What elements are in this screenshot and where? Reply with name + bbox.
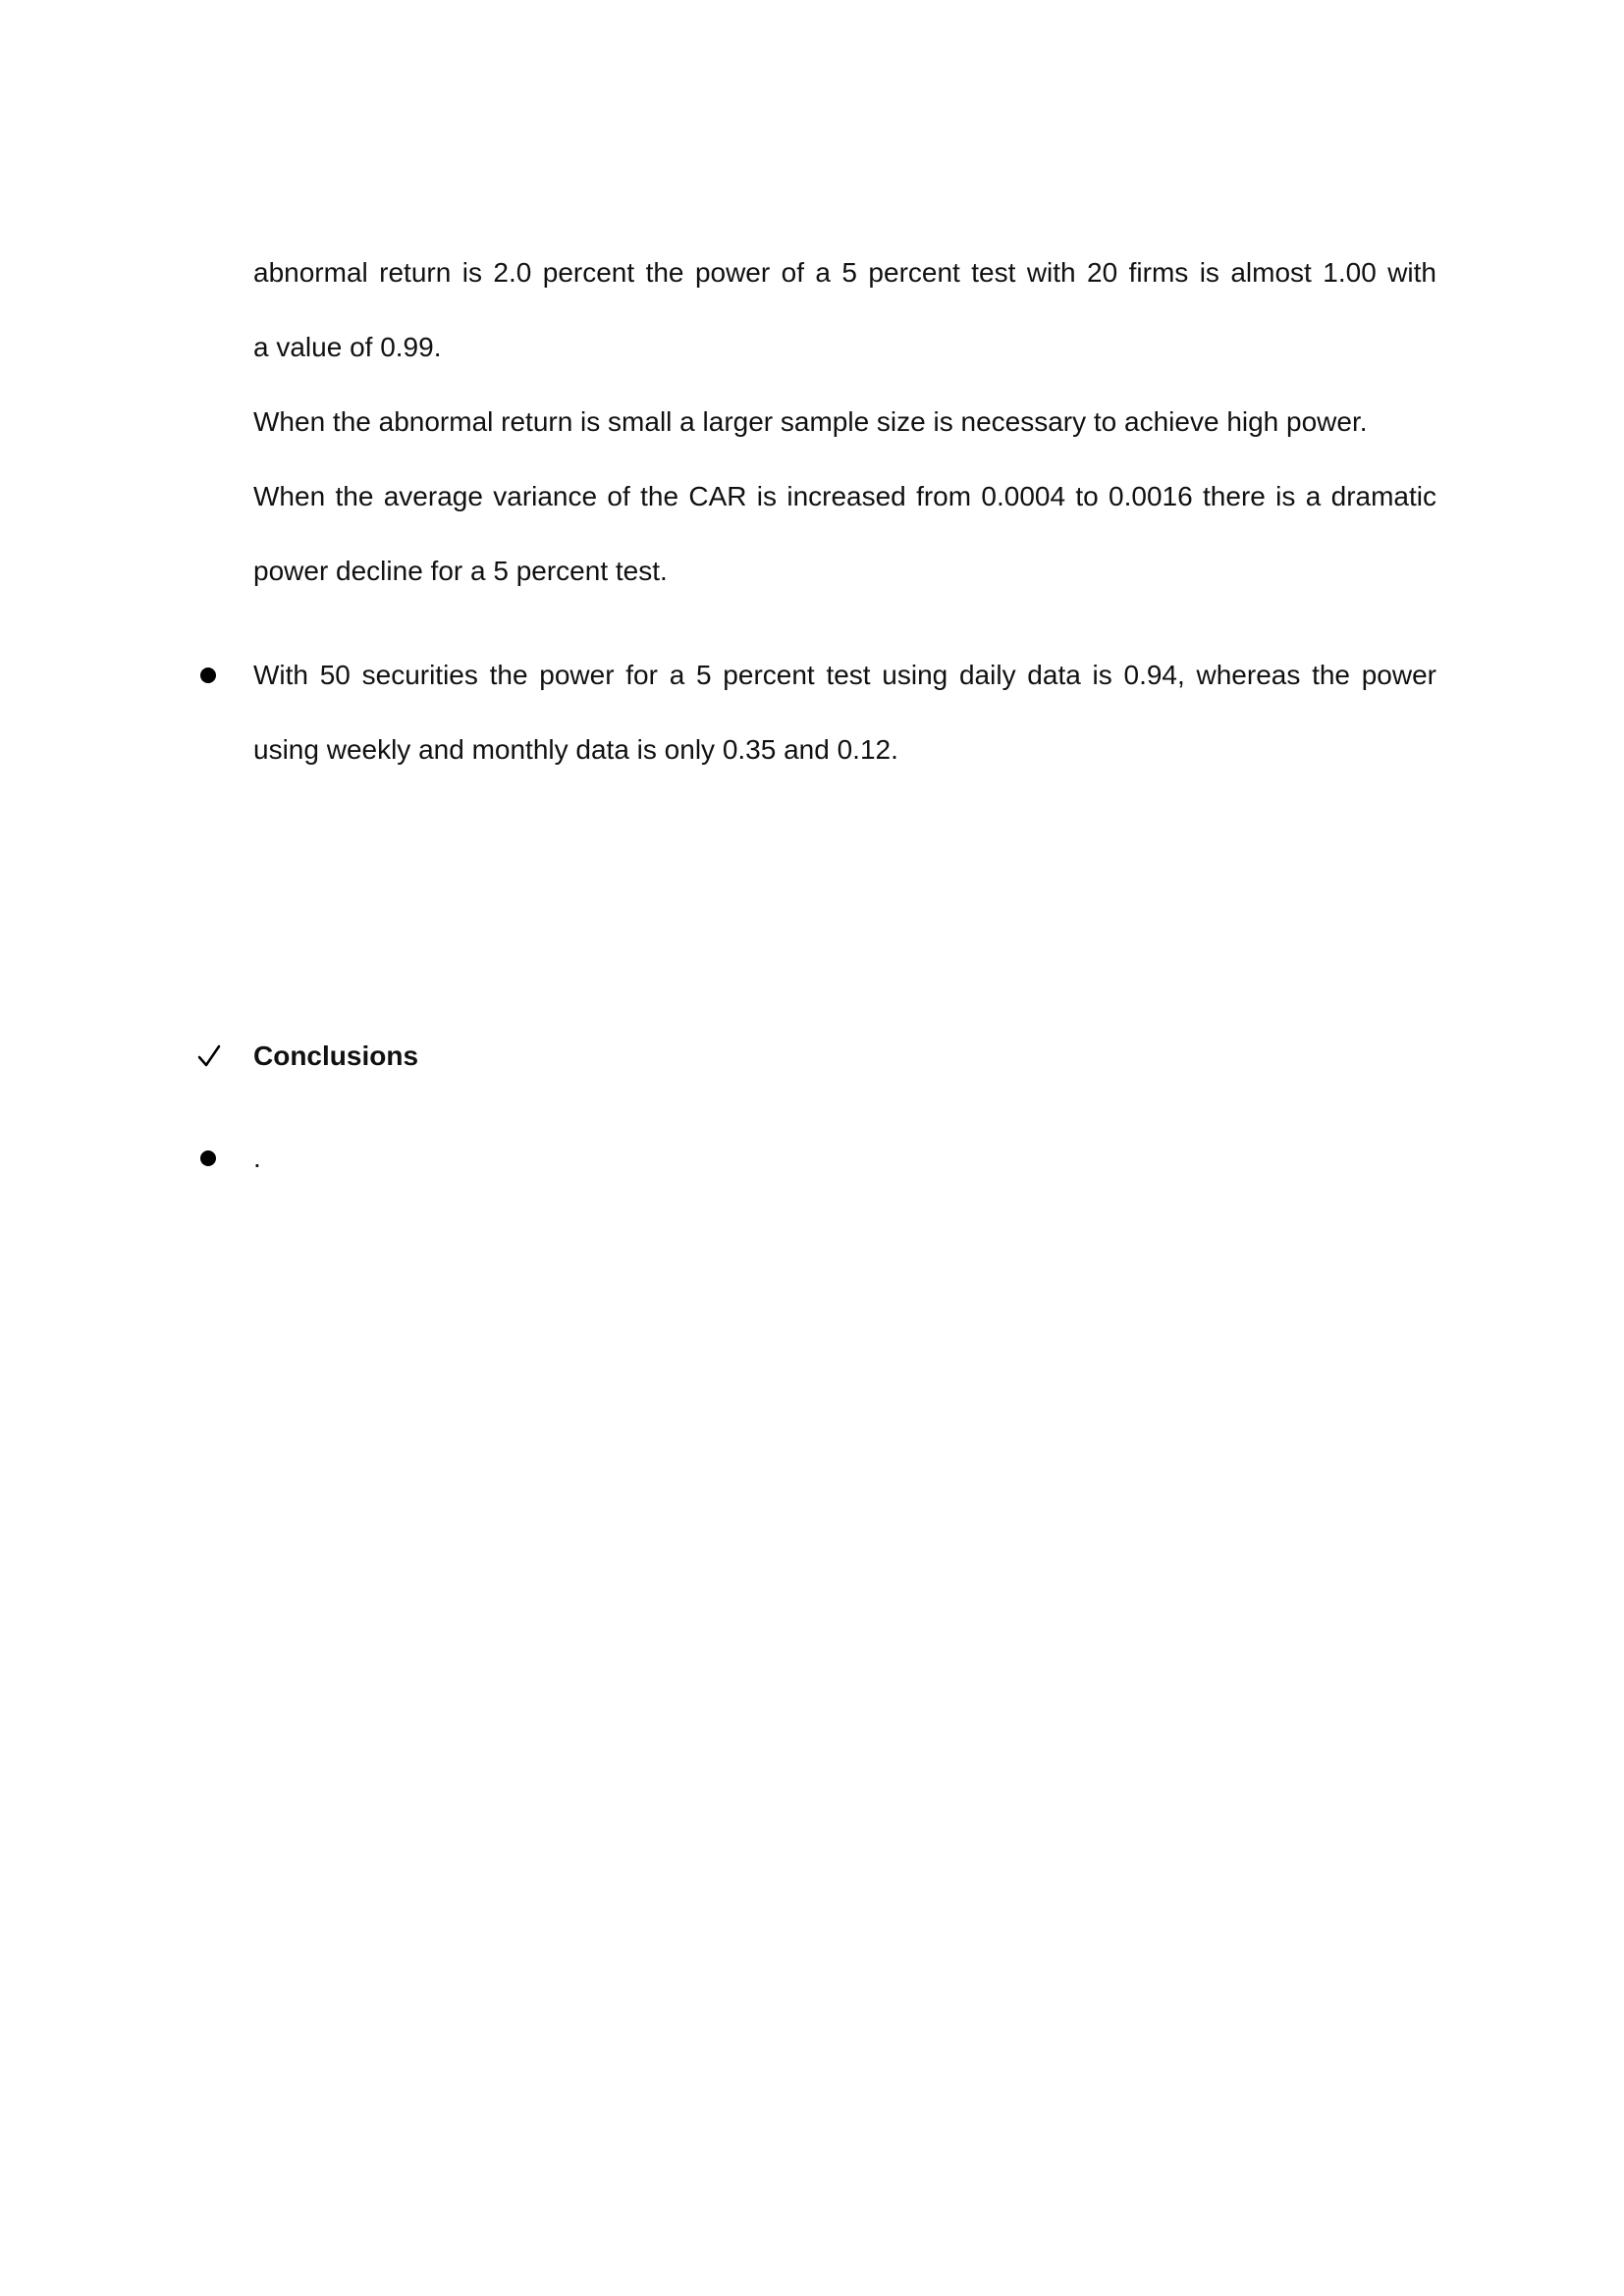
bullet-icon: [200, 667, 216, 683]
paragraph-1-line-2: a value of 0.99.: [253, 332, 442, 362]
checkmark-icon: [196, 1037, 222, 1076]
paragraph-2-line-1: When the abnormal return is small a larger sample size is necessary to achieve high power.: [253, 406, 1368, 437]
paragraph-3-line-2: power decline for a 5 percent test.: [253, 556, 668, 586]
section-heading-conclusions: Conclusions: [253, 1041, 419, 1071]
bullet-2-text: .: [253, 1143, 261, 1173]
bullet-1-line-1: With 50 securities the power for a 5 percent test using daily data is 0.94, whereas the power: [253, 660, 1436, 690]
paragraph-3-line-1: When the average variance of the CAR is increased from 0.0004 to 0.0016 there is a dramatic: [253, 481, 1436, 511]
bullet-icon: [200, 1150, 216, 1166]
paragraph-1-line-1: abnormal return is 2.0 percent the power of a 5 percent test with 20 firms is almost 1.00 with: [253, 257, 1436, 288]
bullet-1-line-2: using weekly and monthly data is only 0.35 and 0.12.: [253, 734, 898, 765]
